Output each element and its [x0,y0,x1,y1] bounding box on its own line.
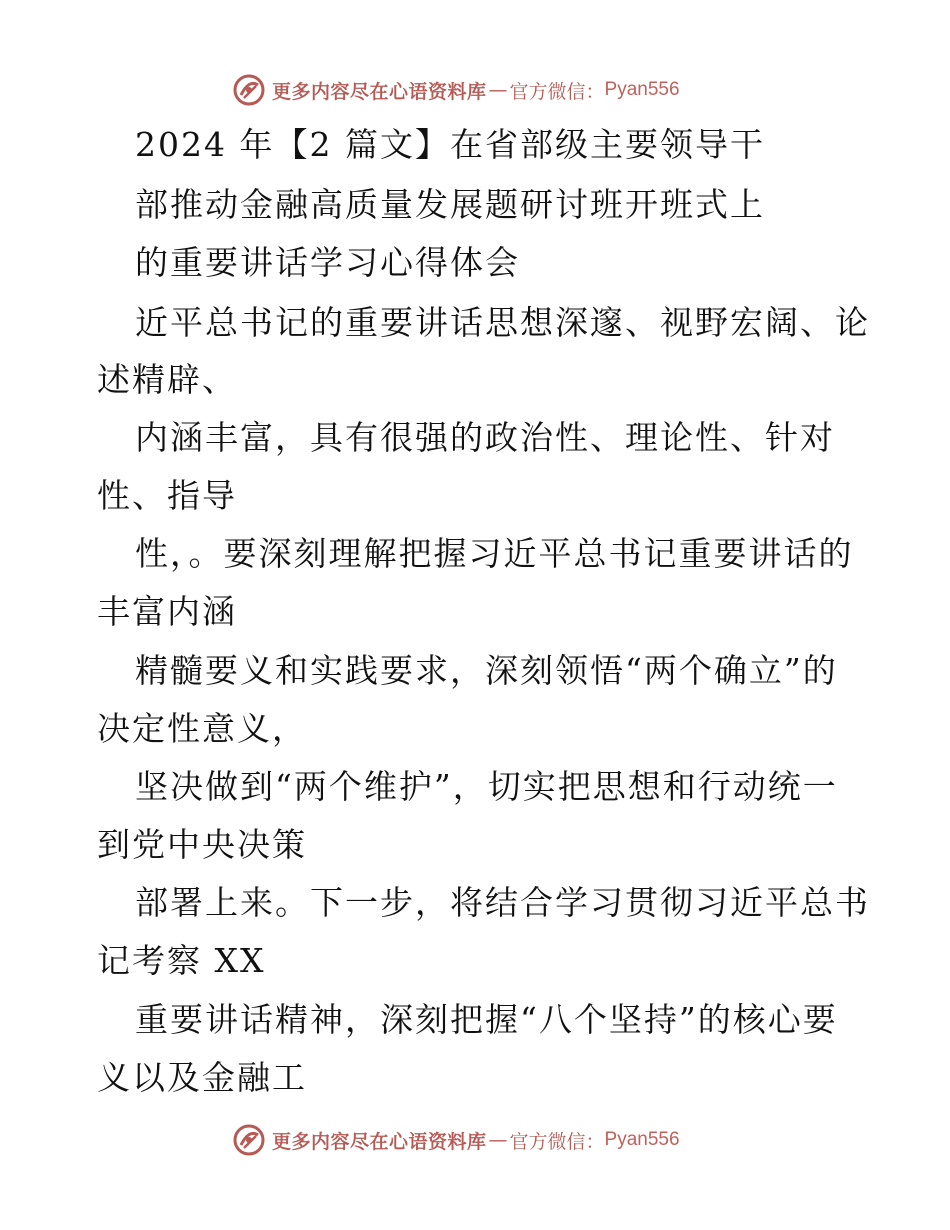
banner-sub: 官方微信： [509,1130,605,1153]
title-line-2: 部推动金融高质量发展题研讨班开班式上 [135,185,765,224]
body-line-14: 义以及金融工 [97,1058,307,1097]
body-line-13: 重要讲话精神，深刻把握“八个坚持”的核心要 [135,1000,838,1039]
body-line-10: 到党中央决策 [97,825,307,864]
body-line-9: 坚决做到“两个维护”，切实把思想和行动统一 [135,767,838,806]
body-line-1: 近平总书记的重要讲话思想深邃、视野宏阔、论 [135,303,870,342]
banner-wechat-id: Pyan556 [604,1129,680,1150]
body-line-4: 性、指导 [97,476,237,515]
body-line-11: 部署上来。下一步，将结合学习贯彻习近平总书 [135,883,870,922]
library-logo-icon [232,73,266,107]
title-line-3: 的重要讲话学习心得体会 [135,243,520,282]
body-line-12: 记考察 XX [97,941,266,980]
banner-wechat-id: Pyan556 [604,79,680,100]
body-line-6: 丰富内涵 [97,592,237,631]
body-line-3: 内涵丰富，具有很强的政治性、理论性、针对 [135,418,835,457]
body-line-5: 性，。要深刻理解把握习近平总书记重要讲话的 [135,534,854,573]
banner-text: 更多内容尽在心语资料库 [272,1130,487,1153]
body-line-8: 决定性意义， [97,709,307,748]
banner-dash: — [488,79,508,101]
library-logo-icon [232,1123,266,1157]
banner-text: 更多内容尽在心语资料库 [272,80,487,103]
banner-sub: 官方微信： [509,80,605,103]
header-banner [232,70,680,110]
body-line-2: 述精辟、 [97,360,237,399]
banner-dash: — [488,1129,508,1151]
footer-banner [232,1120,680,1160]
body-line-7: 精髓要义和实践要求，深刻领悟“两个确立”的 [135,651,838,690]
title-line-1: 2024 年【2 篇文】在省部级主要领导干 [135,125,765,164]
